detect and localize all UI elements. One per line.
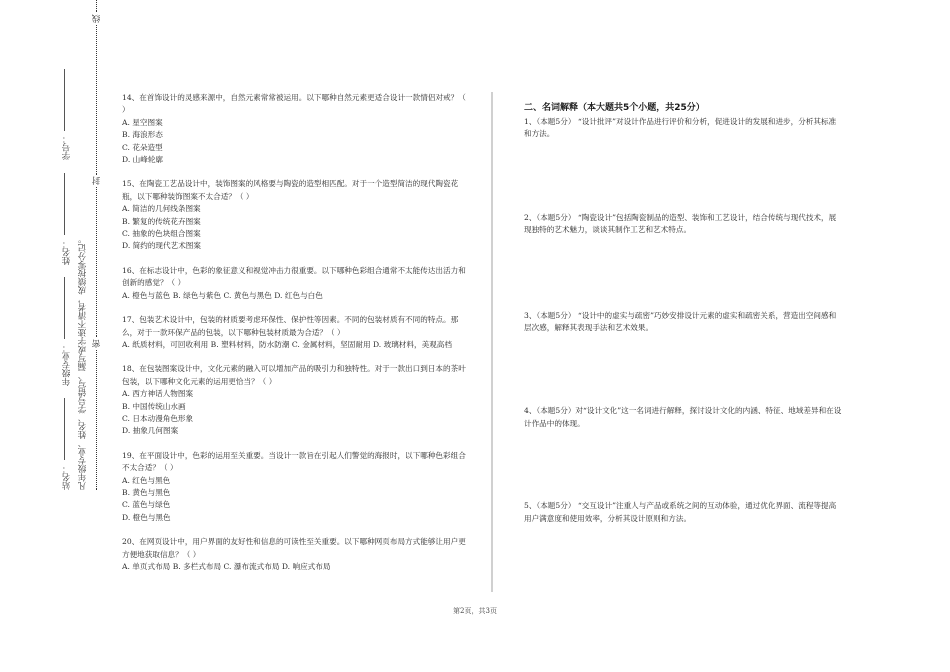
dotted-line — [97, 350, 98, 490]
answer-space[interactable] — [524, 430, 842, 500]
answer-space[interactable] — [524, 237, 842, 310]
options-inline[interactable]: A. 纸质材料，可回收利用 B. 塑料材料，防水防潮 C. 金属材料，坚固耐用 D. 玻璃材料，美观高档 — [122, 339, 452, 349]
question-stem: 18、在包装图案设计中，文化元素的融入可以增加产品的吸引力和独特性。对于一款出口到日本的茶叶包装，以下哪种文化元素的运用更恰当？（ ） — [122, 364, 466, 386]
option-a[interactable]: A. 红色与黑色 — [122, 475, 171, 485]
term-question-1: 1、（本题5分） “设计批评”对设计作品进行评价和分析，促进设计的发展和进步，分析其标准和方法。 — [524, 117, 837, 139]
question-19 — [122, 450, 467, 524]
question-14 — [122, 92, 467, 166]
column-divider — [491, 92, 493, 592]
options-inline[interactable]: A. 单页式布局 B. 多栏式布局 C. 瀑布流式布局 D. 响应式布局 — [122, 562, 331, 571]
option-b[interactable]: B. 黄色与黑色 — [122, 487, 171, 497]
section-title: 二、名词解释（本大题共5个小题，共25分） — [524, 103, 705, 113]
binding-strip — [60, 14, 106, 490]
seal-mark-xian: 线 — [92, 14, 102, 23]
question-18 — [122, 363, 467, 437]
field-grade-major-label: 年级专业： — [62, 343, 72, 386]
dotted-line — [97, 25, 98, 175]
field-name-blank[interactable] — [64, 173, 66, 235]
answer-space[interactable] — [524, 334, 842, 405]
option-a[interactable]: A. 星空图案 — [122, 117, 163, 127]
question-stem: 16、在标志设计中，色彩的象征意义和视觉冲击力很重要。以下哪种色彩组合通常不太能传达出活力和创新的感觉？（ ） — [122, 265, 466, 288]
right-column — [524, 102, 842, 525]
option-c[interactable]: C. 抽象的色块组合图案 — [122, 229, 201, 239]
field-grade-major-blank[interactable] — [64, 277, 66, 339]
page-footer — [0, 606, 950, 616]
question-17 — [122, 314, 467, 351]
left-column — [122, 92, 467, 585]
option-a[interactable]: A. 简洁的几何线条图案 — [122, 204, 201, 214]
page-number: 第2页，共3页 — [453, 607, 497, 615]
field-name-label: 姓名： — [62, 239, 72, 265]
field-station — [60, 395, 74, 491]
field-student-id-blank[interactable] — [64, 69, 66, 131]
term-question-4: 4、（本题5分）对“设计文化”这一名词进行解释，探讨设计文化的内涵、特征、地域差异和在设计作品中的体现。 — [524, 406, 842, 428]
dotted-line — [97, 0, 98, 13]
field-station-blank[interactable] — [64, 399, 66, 461]
seal-mark-feng: 封 — [92, 177, 102, 186]
question-16 — [122, 265, 467, 302]
options-inline[interactable]: A. 橙色与蓝色 B. 绿色与紫色 C. 黄色与黑色 D. 红色与白色 — [122, 290, 323, 300]
term-question-3: 3、（本题5分） “设计中的虚实与疏密”巧妙安排设计元素的虚实和疏密关系，营造出空间感和层次感，解释其表现手法和艺术效果。 — [524, 310, 837, 333]
option-b[interactable]: B. 中国传统山水画 — [122, 401, 186, 411]
field-student-id — [60, 65, 74, 161]
option-b[interactable]: B. 繁复的传统花卉图案 — [122, 216, 201, 226]
question-stem: 19、在平面设计中，色彩的运用至关重要。当设计一款旨在引起人们警觉的海报时，以下哪种色彩组合不太合适？（ ） — [122, 450, 466, 473]
question-15 — [122, 178, 467, 252]
option-d[interactable]: D. 山峰轮廓 — [122, 155, 164, 165]
seal-mark-mi: 密 — [92, 339, 102, 348]
student-info-fields — [60, 30, 74, 490]
field-name — [60, 169, 74, 265]
option-c[interactable]: C. 蓝色与绿色 — [122, 500, 171, 510]
field-grade-major — [60, 273, 74, 386]
question-stem: 20、在网页设计中，用户界面的友好性和信息的可读性至关重要。以下哪种网页布局方式能够让用户更方便地获取信息？（ ） — [122, 537, 466, 559]
seal-line — [90, 14, 104, 490]
option-b[interactable]: B. 海浪形态 — [122, 130, 163, 140]
option-d[interactable]: D. 抽象几何图案 — [122, 426, 179, 436]
term-question-2: 2、（本题5分） “陶瓷设计”包括陶瓷制品的造型、装饰和工艺设计，结合传统与现代技术，展现独特的艺术魅力，谈谈其制作工艺和艺术特点。 — [524, 212, 837, 235]
question-stem: 15、在陶瓷工艺品设计中，装饰图案的风格要与陶瓷的造型相匹配。对于一个造型简洁的现代陶瓷花瓶，以下哪种装饰图案不太合适？（ ） — [122, 179, 459, 201]
notice-text: 凡年级专业、姓名、学号错写、漏写或字迹不清者，成绩按零分记。 — [78, 235, 88, 490]
question-stem: 14、在首饰设计的灵感来源中，自然元素常常被运用。以下哪种自然元素更适合设计一款情侣对戒？（ ） — [122, 93, 466, 115]
option-c[interactable]: C. 花朵造型 — [122, 142, 163, 152]
field-station-label: 站名： — [62, 464, 72, 490]
field-student-id-label: 学号： — [62, 134, 72, 161]
option-d[interactable]: D. 简约的现代艺术图案 — [122, 241, 201, 251]
binding-notice — [76, 30, 90, 490]
dotted-line — [97, 188, 98, 338]
option-c[interactable]: C. 日本动漫角色形象 — [122, 413, 194, 423]
question-stem: 17、包装艺术设计中，包装的材质要考虑环保性、保护性等因素。不同的包装材质有不同的特点。那么，对于一款环保产品的包装，以下哪种包装材质最为合适？（ ） — [122, 315, 459, 337]
answer-space[interactable] — [524, 141, 842, 212]
question-20 — [122, 536, 467, 573]
option-d[interactable]: D. 橙色与黑色 — [122, 512, 171, 522]
term-question-5: 5、（本题5分） “交互设计”注重人与产品或系统之间的互动体验，通过优化界面、流程等提高用户满意度和使用效率，分析其设计原则和方法。 — [524, 501, 837, 523]
option-a[interactable]: A. 西方神话人物图案 — [122, 389, 194, 399]
